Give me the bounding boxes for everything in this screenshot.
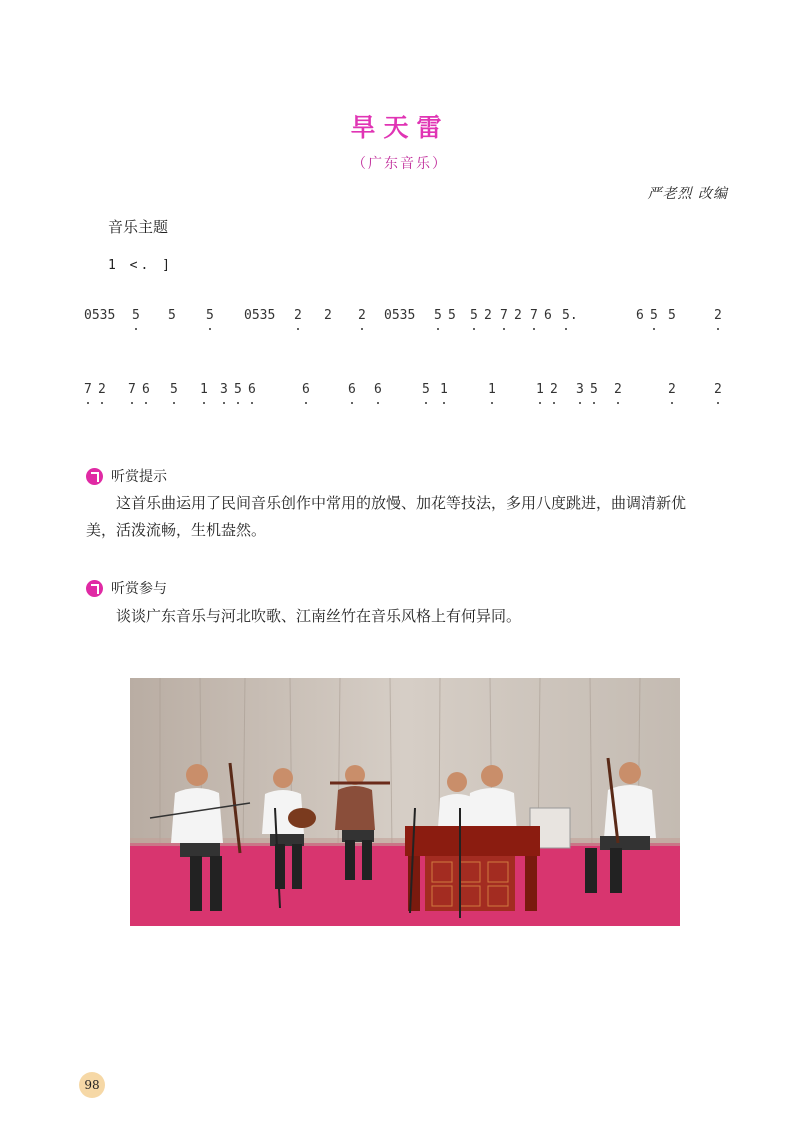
octave-dot [297, 328, 299, 330]
page-title: 旱天雷 [350, 113, 450, 142]
octave-dot [101, 402, 103, 404]
octave-dot [251, 402, 253, 404]
score-note: 1 [488, 382, 496, 397]
score-note: 5 [422, 382, 430, 397]
music-theme-label: 音乐主题 [108, 218, 169, 236]
listen-participate-heading-row [86, 578, 167, 598]
listen-participate-text [86, 603, 732, 630]
octave-dot [717, 328, 719, 330]
score-note: 5 [206, 308, 214, 323]
score-note: 6 [374, 382, 382, 397]
score-note: 6 [544, 308, 552, 323]
octave-dot [653, 328, 655, 330]
score-note: 2 [550, 382, 558, 397]
score-note: 5 [668, 308, 676, 323]
listen-tip-heading-row [86, 466, 167, 486]
octave-dot [503, 328, 505, 330]
octave-dot [203, 402, 205, 404]
score-note: 6 [248, 382, 256, 397]
octave-dot [377, 402, 379, 404]
score-note: 2 [294, 308, 302, 323]
score-note: 5 [234, 382, 242, 397]
music-note-icon [86, 468, 103, 485]
score-note: 5 [470, 308, 478, 323]
score-line-1 [84, 308, 732, 338]
octave-dot [533, 328, 535, 330]
score-line-2 [84, 382, 732, 412]
octave-dot [237, 402, 239, 404]
octave-dot [351, 402, 353, 404]
octave-dot [223, 402, 225, 404]
listen-tip-line-2: 美，活泼流畅，生机盎然。 [86, 521, 267, 539]
score-note: 2 [514, 308, 522, 323]
octave-dot [593, 402, 595, 404]
score-note: 0535 [84, 308, 116, 323]
octave-dot [135, 328, 137, 330]
score-note: 2 [484, 308, 492, 323]
score-note: 3 [220, 382, 228, 397]
octave-dot [617, 402, 619, 404]
score-note: 5. [562, 308, 578, 323]
ensemble-photo [130, 678, 680, 926]
score-note: 7 [128, 382, 136, 397]
score-note: 0535 [384, 308, 416, 323]
subtitle: （广东音乐） [352, 156, 448, 172]
octave-dot [491, 402, 493, 404]
listen-participate-line: 谈谈广东音乐与河北吹歌、江南丝竹在音乐风格上有何异同。 [116, 607, 522, 625]
octave-dot [717, 402, 719, 404]
octave-dot [539, 402, 541, 404]
score-note: 7 [500, 308, 508, 323]
octave-dot [671, 402, 673, 404]
octave-dot [425, 402, 427, 404]
page-number: 98 [79, 1072, 105, 1098]
score-note: 5 [448, 308, 456, 323]
score-note: 2 [714, 308, 722, 323]
score-note: 2 [324, 308, 332, 323]
score-note: 7 [84, 382, 92, 397]
score-note: 6 [302, 382, 310, 397]
score-note: 2 [98, 382, 106, 397]
score-note: 7 [530, 308, 538, 323]
music-note-icon [86, 580, 103, 597]
octave-dot [87, 402, 89, 404]
ensemble-illustration [130, 678, 680, 926]
score-note: 2 [358, 308, 366, 323]
octave-dot [131, 402, 133, 404]
score-note: 5 [170, 382, 178, 397]
listen-tip-heading: 听赏提示 [111, 469, 167, 485]
score-note: 5 [590, 382, 598, 397]
score-note: 6 [348, 382, 356, 397]
score-note: 1 [200, 382, 208, 397]
octave-dot [553, 402, 555, 404]
score-note: 6 [636, 308, 644, 323]
listen-tip-text [86, 490, 732, 544]
author-credit: 严老烈 改编 [647, 186, 728, 202]
octave-dot [361, 328, 363, 330]
score-note: 2 [668, 382, 676, 397]
score-note: 2 [714, 382, 722, 397]
score-note: 6 [142, 382, 150, 397]
octave-dot [173, 402, 175, 404]
score-note: 5 [168, 308, 176, 323]
octave-dot [305, 402, 307, 404]
score-note: 5 [650, 308, 658, 323]
score-note: 5 [434, 308, 442, 323]
octave-dot [565, 328, 567, 330]
score-note: 2 [614, 382, 622, 397]
score-note: 5 [132, 308, 140, 323]
octave-dot [443, 402, 445, 404]
listen-participate-heading: 听赏参与 [111, 581, 167, 597]
octave-dot [145, 402, 147, 404]
octave-dot [473, 328, 475, 330]
listen-tip-line-1: 这首乐曲运用了民间音乐创作中常用的放慢、加花等技法，多用八度跳进，曲调清新优 [116, 494, 687, 512]
score-header: 1 <. ] [108, 258, 173, 273]
octave-dot [437, 328, 439, 330]
score-note: 1 [440, 382, 448, 397]
octave-dot [579, 402, 581, 404]
score-note: 3 [576, 382, 584, 397]
score-note: 0535 [244, 308, 276, 323]
score-note: 1 [536, 382, 544, 397]
octave-dot [209, 328, 211, 330]
